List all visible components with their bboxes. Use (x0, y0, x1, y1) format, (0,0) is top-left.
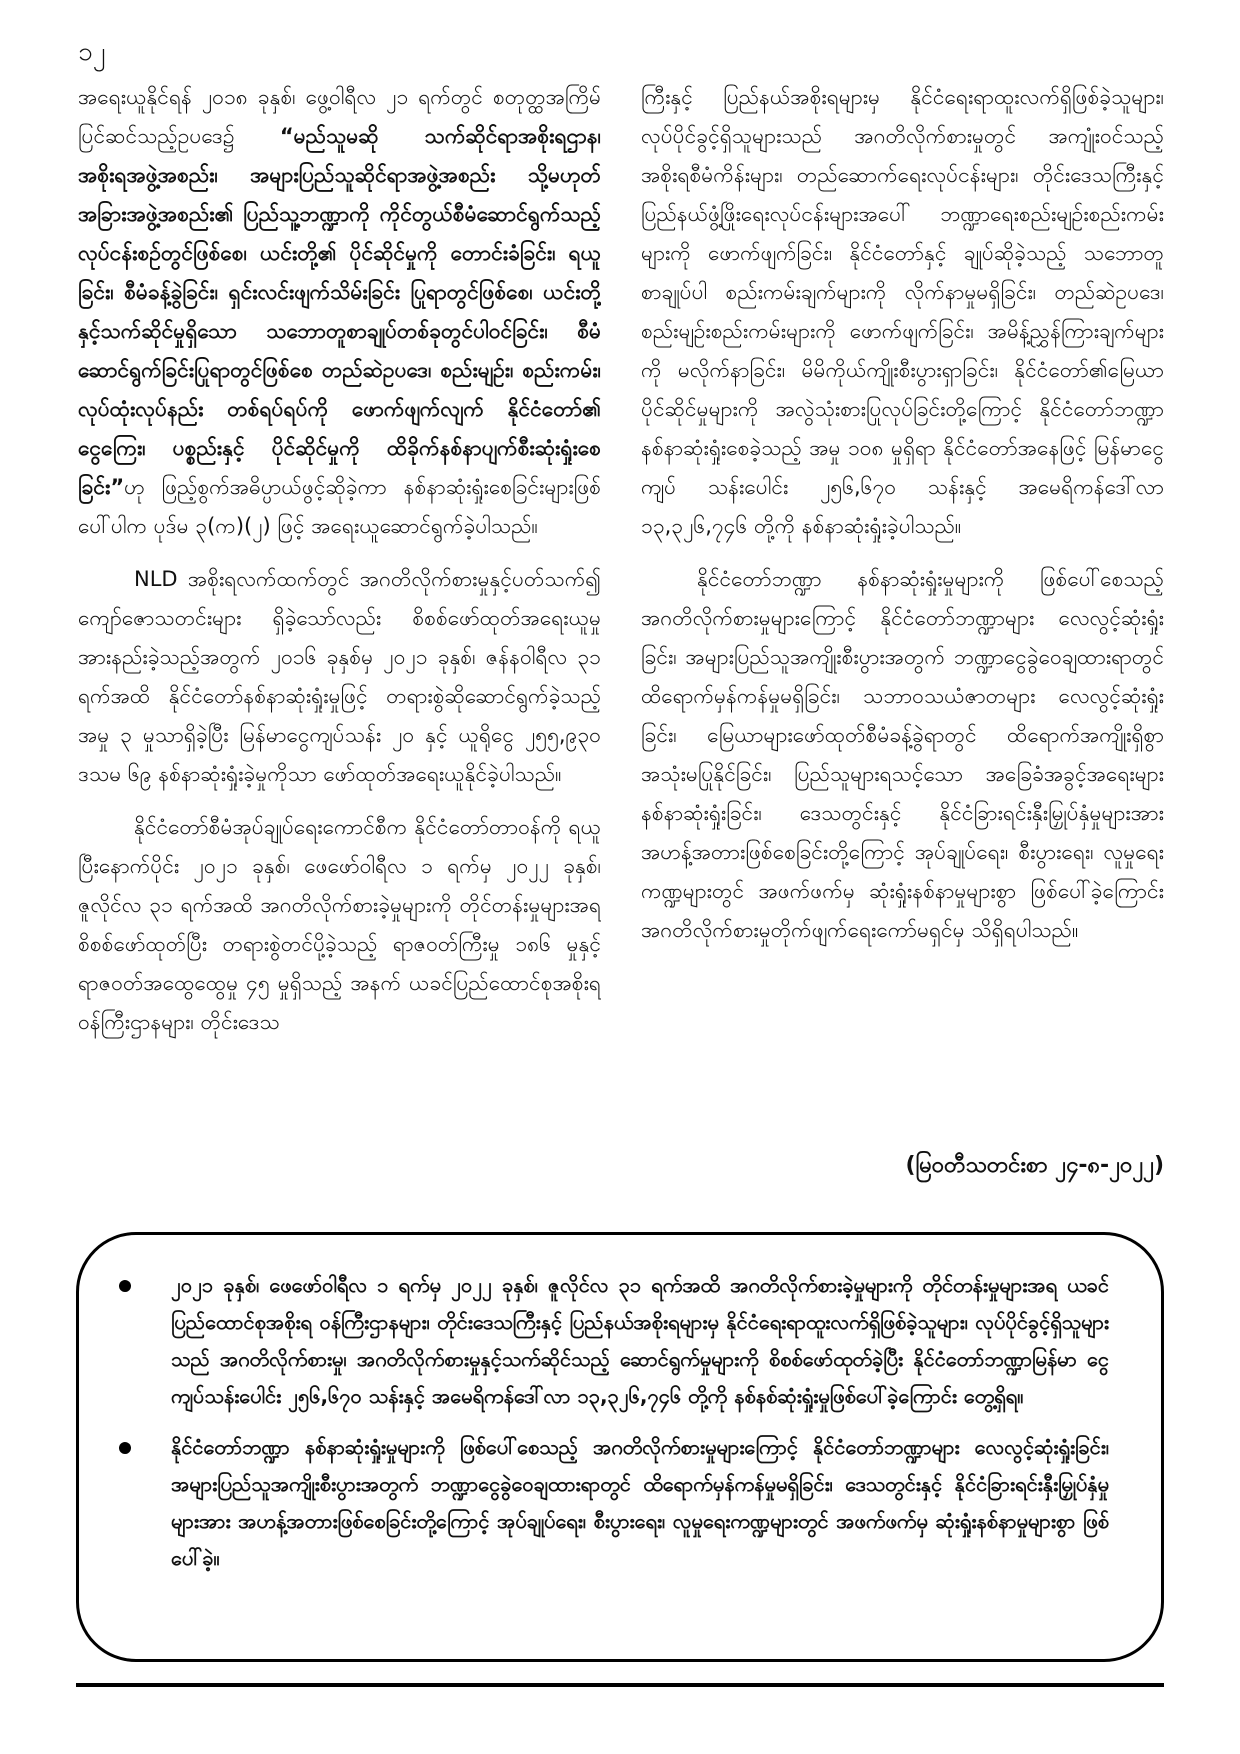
left-column (78, 78, 601, 1203)
summary-text: ၂၀၂၁ ခုနှစ်၊ ဖေဖော်ဝါရီလ ၁ ရက်မှ ၂၀၂၂ ခုနှစ်၊ ဇူလိုင်လ ၃၁ ရက်အထိ အဂတိလိုက်စားခဲ့မှုများကို တိုင်တန်းမှုများအရ ယခင်ပြည်ထောင်စုအစိုးရ ဝန်ကြီးဌာနများ၊ တိုင်းဒေသကြီးနှင့် ပြည်နယ်အစိုးရများမှ နိုင်ငံရေးရာထူးလက်ရှိဖြစ်ခဲ့သူများ၊ လုပ်ပိုင်ခွင့်ရှိသူများသည် အဂတိလိုက်စားမှု၊ အဂတိလိုက်စားမှုနှင့်သက်ဆိုင်သည့် ဆောင်ရွက်မှုများကို စိစစ်ဖော်ထုတ်ခဲ့ပြီး နိုင်ငံတော်ဘဏ္ဍာမြန်မာ ငွေကျပ်သန်းပေါင်း ၂၅၆,၆၇၀ သန်းနှင့် အမေရိကန်ဒေါ်လာ ၁၃,၃၂၆,၇၄၆ တို့ကို နစ်နစ်ဆုံးရှုံးမှုဖြစ်ပေါ်ခဲ့ကြောင်း တွေ့ရှိရ။ (171, 1273, 1109, 1408)
paragraph (78, 78, 601, 546)
article-body (78, 78, 1164, 1203)
paragraph-text: အရေးယူနိုင်ရန် ၂၀၁၈ ခုနှစ်၊ ဖွေ့ဝါရီလ ၂၁ ရက်တွင် စတုတ္ထအကြိမ် ပြင်ဆင်သည့်ဥပဒေ၌ (78, 85, 601, 148)
source-citation: (မြဝတီသတင်းစာ ၂၄-၈-၂၀၂၂) (905, 1153, 1164, 1178)
summary-item (119, 1429, 1109, 1577)
summary-list (119, 1267, 1109, 1577)
bottom-divider (76, 1683, 1164, 1687)
page-number: ၁၂ (78, 37, 106, 67)
paragraph: NLD အစိုးရလက်ထက်တွင် အဂတိလိုက်စားမှုနှင့်ပတ်သက်၍ ကျော်ဇောသတင်းများ ရှိခဲ့သော်လည်း စိစစ်ဖော်ထုတ်အရေးယူမှု အားနည်းခဲ့သည့်အတွက် ၂၀၁၆ ခုနှစ်မှ ၂၀၂၁ ခုနှစ်၊ ဇန်နဝါရီလ ၃၁ ရက်အထိ နိုင်ငံတော်နစ်နာဆုံးရှုံးမှုဖြင့် တရားစွဲဆိုဆောင်ရွက်ခဲ့သည့် အမှု ၃ မှုသာရှိခဲ့ပြီး မြန်မာငွေကျပ်သန်း ၂၀ နှင့် ယူရိုငွေ ၂၅၅,၉၃၀ ဒသမ ၆၉ နစ်နာဆုံးရှုံးခဲ့မှုကိုသာ ဖော်ထုတ်အရေးယူနိုင်ခဲ့ပါသည်။ (78, 567, 601, 786)
summary-text: နိုင်ငံတော်ဘဏ္ဍာ နစ်နာဆုံးရှုံးမှုများကို ဖြစ်ပေါ်စေသည့် အဂတိလိုက်စားမှုများကြောင့် နိုင်ငံတော်ဘဏ္ဍာများ လေလွင့်ဆုံးရှုံးခြင်း၊ အများပြည်သူအကျိုးစီးပွားအတွက် ဘဏ္ဍာငွေခွဲဝေချထားရာတွင် ထိရောက်မှန်ကန်မှုမရှိခြင်း၊ ဒေသတွင်းနှင့် နိုင်ငံခြားရင်းနှီးမြှုပ်နှံမှုများအား အဟန့်အတားဖြစ်စေခြင်းတို့ကြောင့် အုပ်ချုပ်ရေး၊ စီးပွားရေး၊ လူမှုရေးကဏ္ဍများတွင် အဖက်ဖက်မှ ဆုံးရှုံးနစ်နာမှုများစွာ ဖြစ်ပေါ်ခဲ့။ (171, 1435, 1109, 1570)
paragraph: နိုင်ငံတော်ဘဏ္ဍာ နစ်နာဆုံးရှုံးမှုများကို ဖြစ်ပေါ်စေသည့် အဂတိလိုက်စားမှုများကြောင့် နိုင်ငံတော်ဘဏ္ဍာများ လေလွင့်ဆုံးရှုံးခြင်း၊ အများပြည်သူအကျိုးစီးပွားအတွက် ဘဏ္ဍာငွေခွဲဝေချထားရာတွင် ထိရောက်မှန်ကန်မှုမရှိခြင်း၊ သဘာဝသယံဇာတများ လေလွင့်ဆုံးရှုံးခြင်း၊ မြေယာများဖော်ထုတ်စီမံခန့်ခွဲရာတွင် ထိရောက်အကျိုးရှိစွာ အသုံးမပြုနိုင်ခြင်း၊ ပြည်သူများရသင့်သော အခြေခံအခွင့်အရေးများ နစ်နာဆုံးရှုံးခြင်း၊ ဒေသတွင်းနှင့် နိုင်ငံခြားရင်းနှီးမြှုပ်နှံမှုများအား အဟန့်အတားဖြစ်စေခြင်းတို့ကြောင့် အုပ်ချုပ်ရေး၊ စီးပွားရေး၊ လူမှုရေးကဏ္ဍများတွင် အဖက်ဖက်မှ ဆုံးရှုံးနစ်နာမှုများစွာ ဖြစ်ပေါ်ခဲ့ကြောင်း အဂတိလိုက်စားမှုတိုက်ဖျက်ရေးကော်မရှင်မှ သိရှိရပါသည်။ (641, 567, 1164, 942)
paragraph: ကြီးနှင့် ပြည်နယ်အစိုးရများမှ နိုင်ငံရေးရာထူးလက်ရှိဖြစ်ခဲ့သူများ၊ လုပ်ပိုင်ခွင့်ရှိသူများသည် အဂတိလိုက်စားမှုတွင် အကျုံးဝင်သည့် အစိုးရစီမံကိန်းများ၊ တည်ဆောက်ရေးလုပ်ငန်းများ၊ တိုင်းဒေသကြီးနှင့် ပြည်နယ်ဖွံ့ဖြိုးရေးလုပ်ငန်းများအပေါ် ဘဏ္ဍာရေးစည်းမျဉ်းစည်းကမ်းများကို ဖောက်ဖျက်ခြင်း၊ နိုင်ငံတော်နှင့် ချုပ်ဆိုခဲ့သည့် သဘောတူစာချုပ်ပါ စည်းကမ်းချက်များကို လိုက်နာမှုမရှိခြင်း၊ တည်ဆဲဥပဒေ၊ စည်းမျဉ်းစည်းကမ်းများကို ဖောက်ဖျက်ခြင်း၊ အမိန့်ညွှန်ကြားချက်များကို မလိုက်နာခြင်း၊ မိမိကိုယ်ကျိုးစီးပွားရှာခြင်း၊ နိုင်ငံတော်၏မြေယာပိုင်ဆိုင်မှုများကို အလွဲသုံးစားပြုလုပ်ခြင်းတို့ကြောင့် နိုင်ငံတော်ဘဏ္ဍာ နစ်နာဆုံးရှုံးစေခဲ့သည့် အမှု ၁၀၈ မှုရှိရာ နိုင်ငံတော်အနေဖြင့် မြန်မာငွေကျပ် သန်းပေါင်း ၂၅၆,၆၇၀ သန်းနှင့် အမေရိကန်ဒေါ်လာ ၁၃,၃၂၆,၇၄၆ တို့ကို နစ်နာဆုံးရှုံးခဲ့ပါသည်။ (641, 85, 1164, 538)
summary-item (119, 1267, 1109, 1415)
summary-box (76, 1232, 1164, 1662)
paragraph-text: ဟု ဖြည့်စွက်အဓိပ္ပာယ်ဖွင့်ဆိုခဲ့ကာ နစ်နာဆုံးရှုံးစေခြင်းများဖြစ်ပေါ်ပါက ပုဒ်မ ၃(က)(၂) ဖြင့် အရေးယူဆောင်ရွက်ခဲ့ပါသည်။ (78, 475, 601, 538)
bullet-icon (119, 1280, 131, 1292)
bold-quote: “မည်သူမဆို သက်ဆိုင်ရာအစိုးရဌာန၊ အစိုးရအဖွဲ့အစည်း၊ အများပြည်သူဆိုင်ရာအဖွဲ့အစည်း သို့မဟုတ် အခြားအဖွဲ့အစည်း၏ ပြည်သူ့ဘဏ္ဍာကို ကိုင်တွယ်စီမံဆောင်ရွက်သည့် လုပ်ငန်းစဉ်တွင်ဖြစ်စေ၊ ယင်းတို့၏ ပိုင်ဆိုင်မှုကို တောင်းခံခြင်း၊ ရယူခြင်း၊ စီမံခန့်ခွဲခြင်း၊ ရှင်းလင်းဖျက်သိမ်းခြင်း ပြုရာတွင်ဖြစ်စေ၊ ယင်းတို့နှင့်သက်ဆိုင်မှုရှိသော သဘောတူစာချုပ်တစ်ခုတွင်ပါဝင်ခြင်း၊ စီမံဆောင်ရွက်ခြင်းပြုရာတွင်ဖြစ်စေ တည်ဆဲဥပဒေ၊ စည်းမျဉ်း၊ စည်းကမ်း၊ လုပ်ထုံးလုပ်နည်း တစ်ရပ်ရပ်ကို ဖောက်ဖျက်လျက် နိုင်ငံတော်၏ ငွေကြေး၊ ပစ္စည်းနှင့် ပိုင်ဆိုင်မှုကို ထိခိုက်နစ်နာပျက်စီးဆုံးရှုံးစေခြင်း” (78, 124, 601, 499)
right-column (641, 78, 1164, 1203)
bullet-icon (119, 1442, 131, 1454)
paragraph: နိုင်ငံတော်စီမံအုပ်ချုပ်ရေးကောင်စီက နိုင်ငံတော်တာဝန်ကို ရယူပြီးနောက်ပိုင်း ၂၀၂၁ ခုနှစ်၊ ဖေဖော်ဝါရီလ ၁ ရက်မှ ၂၀၂၂ ခုနှစ်၊ ဇူလိုင်လ ၃၁ ရက်အထိ အဂတိလိုက်စားခဲ့မှုများကို တိုင်တန်းမှုများအရ စိစစ်ဖော်ထုတ်ပြီး တရားစွဲတင်ပို့ခဲ့သည့် ရာဇဝတ်ကြီးမှု ၁၈၆ မှုနှင့် ရာဇဝတ်အထွေထွေမှု ၄၅ မှုရှိသည့် အနက် ယခင်ပြည်ထောင်စုအစိုးရဝန်ကြီးဌာနများ၊ တိုင်းဒေသ (78, 815, 601, 1034)
